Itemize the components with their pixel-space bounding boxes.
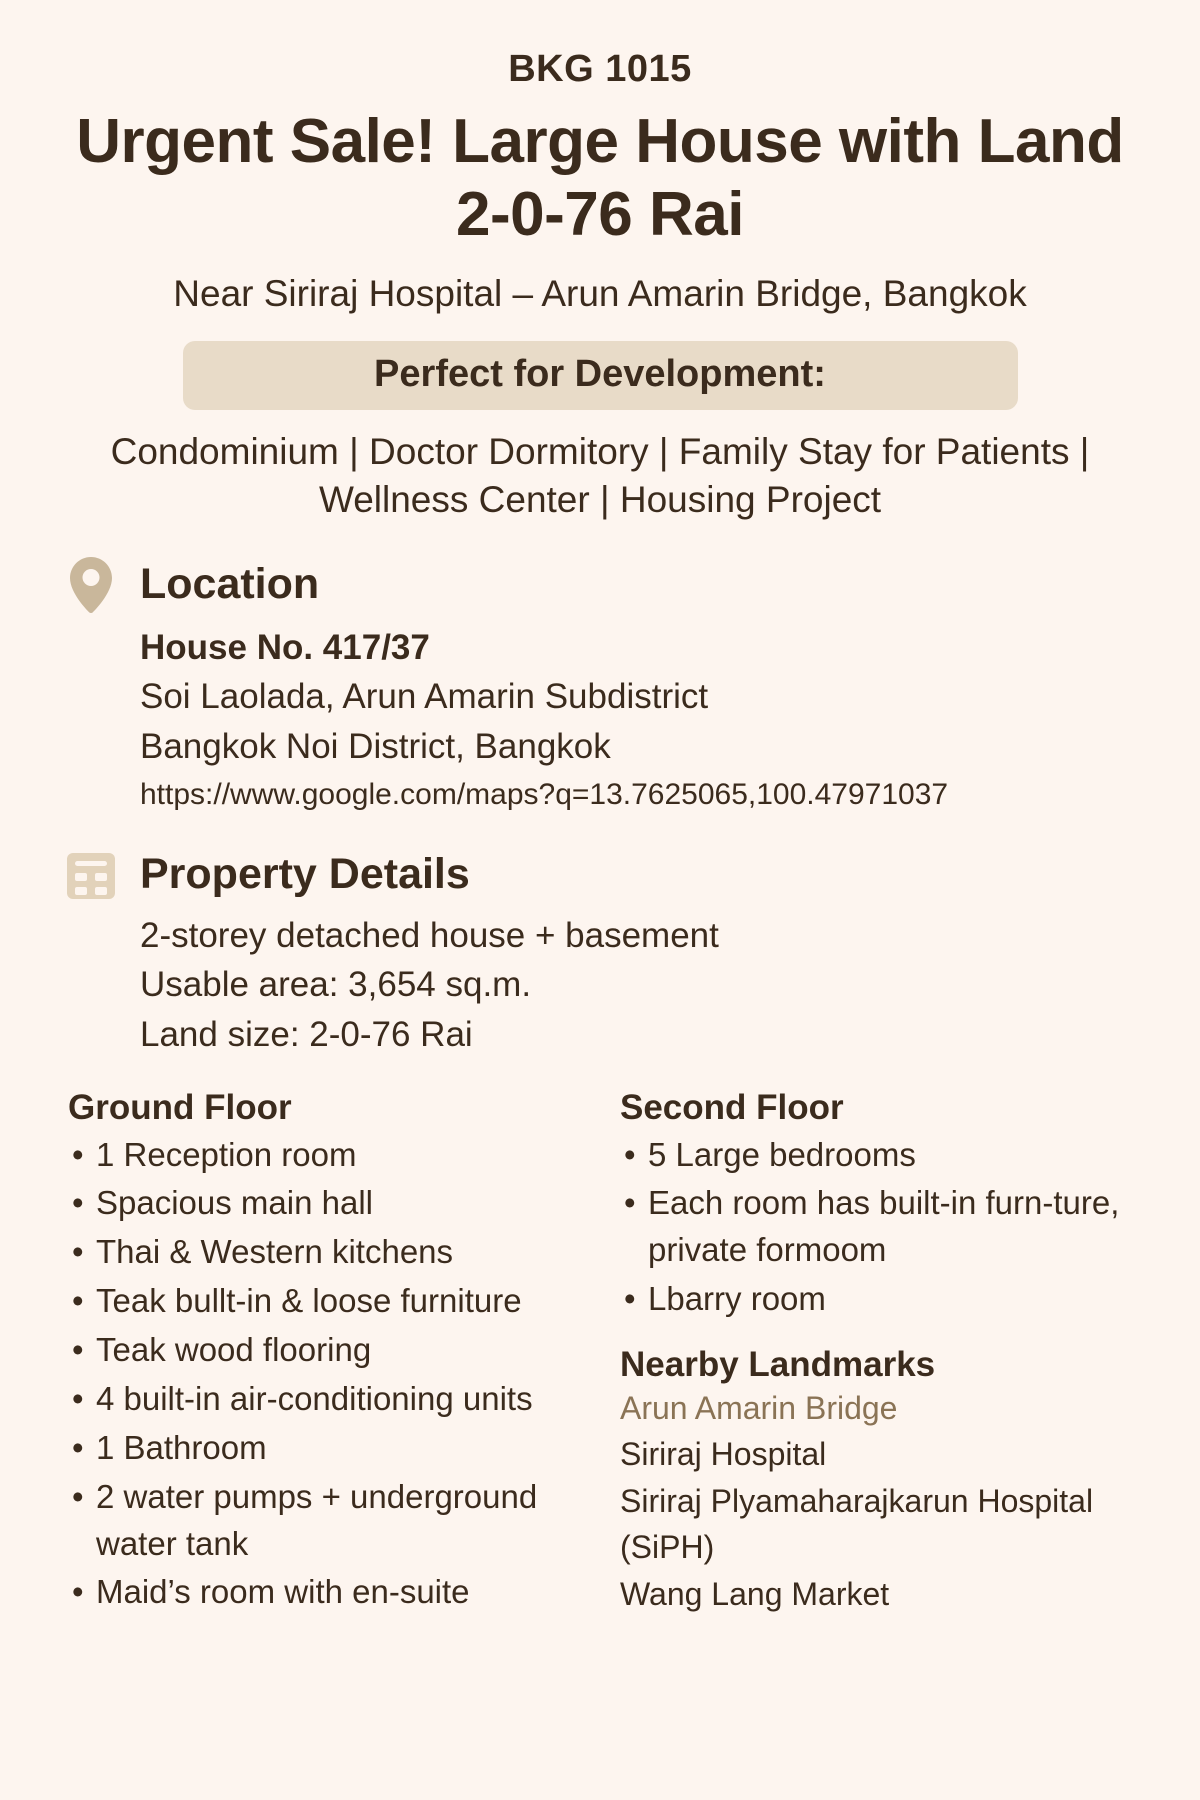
property-details-header — [60, 847, 1140, 903]
second-floor-title: Second Floor — [620, 1087, 844, 1127]
reference-code: BKG 1015 — [508, 48, 692, 90]
nearby-landmarks-title: Nearby Landmarks — [620, 1345, 936, 1385]
development-uses-list: Condominium | Doctor Dormitory | Family Stay for Patients | Wellness Center | Housing Project — [110, 431, 1090, 521]
list-item: • Teak bullt-in & loose furniture — [68, 1278, 620, 1325]
building-icon — [60, 847, 122, 903]
location-section — [60, 555, 1140, 817]
list-item: • Teak wood flooring — [68, 1327, 620, 1374]
map-link[interactable]: https://www.google.com/maps?q=13.7625065,100.47971037 — [140, 777, 949, 811]
list-item: • Thai & Western kitchens — [68, 1229, 620, 1276]
landmark-item: Arun Amarin Bridge — [620, 1390, 898, 1427]
ground-floor-column — [60, 1088, 620, 1617]
property-details-body — [140, 911, 1140, 1060]
landmark-item: Wang Lang Market — [620, 1575, 890, 1612]
landmark-item: Siriraj Hospital — [620, 1436, 827, 1473]
list-item: • Maid’s room with en-suite — [68, 1569, 620, 1616]
list-item: • 2 water pumps + underground water tank — [68, 1474, 620, 1568]
location-title: Location — [140, 560, 320, 608]
location-section-header — [60, 555, 1140, 615]
address-line-2: Bangkok Noi District, Bangkok — [140, 726, 611, 766]
location-body — [140, 623, 1140, 817]
development-banner-label: Perfect for Development: — [374, 353, 826, 396]
list-item: • Spacious main hall — [68, 1180, 620, 1227]
property-details-title: Property Details — [140, 850, 470, 899]
map-pin-icon — [60, 555, 122, 615]
floors-columns — [60, 1088, 1140, 1617]
property-line-3: Land size: 2-0-76 Rai — [140, 1014, 473, 1054]
page-title: Urgent Sale! Large House with Land 2-0-76 Rai — [76, 107, 1124, 250]
development-banner — [183, 341, 1018, 410]
list-item: • Each room has built-in furn-ture, private formoom — [620, 1180, 1140, 1274]
ground-floor-title: Ground Floor — [68, 1087, 292, 1127]
property-details-section — [60, 847, 1140, 1060]
ground-floor-list — [68, 1132, 620, 1617]
second-floor-column — [620, 1088, 1140, 1617]
list-item: • 4 built-in air-conditioning units — [68, 1376, 620, 1423]
list-item: • 1 Bathroom — [68, 1425, 620, 1472]
list-item: • 1 Reception room — [68, 1132, 620, 1179]
house-number: House No. 417/37 — [140, 627, 430, 667]
landmark-item: Siriraj Plyamaharajkarun Hospital (SiPH) — [620, 1482, 1094, 1566]
second-floor-list — [620, 1132, 1140, 1323]
address-line-1: Soi Laolada, Arun Amarin Subdistrict — [140, 677, 709, 717]
property-line-2: Usable area: 3,654 sq.m. — [140, 965, 532, 1005]
page-subtitle: Near Siriraj Hospital – Arun Amarin Bridge, Bangkok — [173, 273, 1027, 315]
list-item: • 5 Large bedrooms — [620, 1132, 1140, 1179]
property-line-1: 2-storey detached house + basement — [140, 915, 719, 955]
list-item: • Lbarry room — [620, 1276, 1140, 1323]
